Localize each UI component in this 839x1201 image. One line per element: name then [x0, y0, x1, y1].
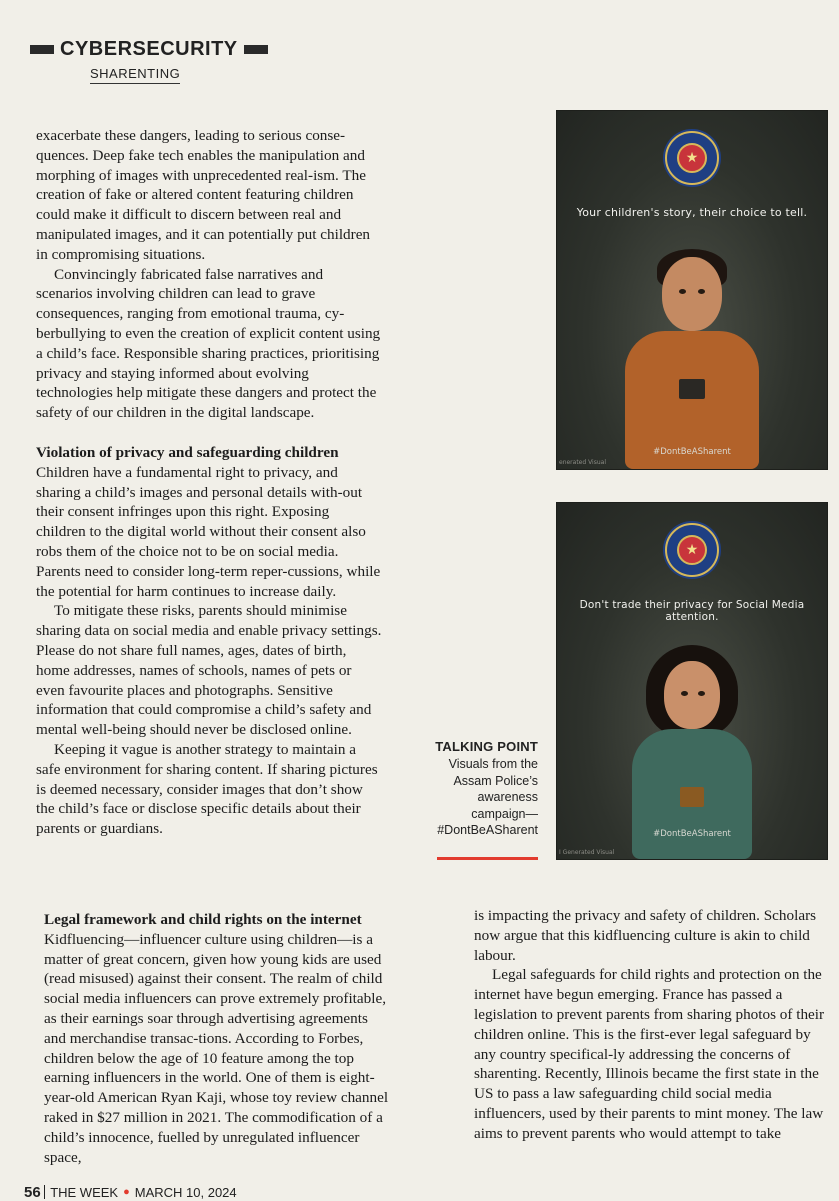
ai-generated-note: I Generated Visual: [559, 849, 615, 856]
paragraph: Children have a fundamental right to privacy, and sharing a child’s images and personal details with-out their consent infringes upon this right. Exposing children to the digital world without their consent also robs them of the choice not to be on social media. Parents need to consider long-term reper-cussions, while the potential for harm continues to increase daily.: [36, 463, 381, 600]
campaign-poster-1: [556, 110, 828, 470]
paragraph: Keeping it vague is another strategy to maintain a safe environment for sharing content. If sharing pictures is deemed necessary, consider images that don’t show the child’s face or disclose specific details about their parents or guardians.: [36, 740, 378, 838]
assam-police-logo: [665, 131, 719, 185]
police-emblem-icon: ★: [677, 535, 707, 565]
publication-name: THE WEEK: [50, 1184, 119, 1200]
article-column-left-bottom: [44, 910, 390, 1167]
caption-rule: [437, 857, 538, 860]
poster-hashtag: #DontBeASharent: [653, 447, 731, 457]
subheading-legal: Legal framework and child rights on the internet: [44, 911, 362, 928]
bullet-icon: ●: [123, 1186, 130, 1198]
subsection-title: SHARENTING: [90, 66, 180, 84]
paragraph: is impacting the privacy and safety of children. Scholars now argue that this kidfluencing culture is akin to child labour.: [474, 907, 817, 964]
phone-icon: [680, 787, 704, 807]
subheading-privacy: Violation of privacy and safeguarding children: [36, 443, 339, 461]
caption-line: campaign—: [471, 806, 538, 821]
header-bar-left: [30, 45, 54, 54]
assam-police-logo: [665, 523, 719, 577]
page-number: 56: [24, 1183, 41, 1201]
police-emblem-icon: ★: [677, 143, 707, 173]
campaign-poster-2: [556, 502, 828, 860]
paragraph: Convincingly fabricated false narratives and scenarios involving children can lead to grave consequences, ranging from emotional trauma, cy-berbullying to even the creation of explicit content using a child’s face. Responsible sharing practices, prioritising privacy and staying informed about evolving technologies help mitigate these dangers and protect the safety of our children in the digital landscape.: [36, 265, 381, 422]
poster-tagline: Your children's story, their choice to tell.: [576, 206, 808, 219]
paragraph: Kidfluencing—influencer culture using children—is a matter of great concern, given how young kids are used (read misused) against their consent. The realm of child social media influencers can prove extremely profitable, as their earnings soar through advertising agreements and merchandise transac-tions. According to Forbes, children below the age of 10 feature among the top earning influencers in the world. One of them is eight-year-old American Ryan Kaji, whose toy review channel raked in $27 million in 2021. The commodification of a child’s innocence, fuelled by unregulated influencer space,: [44, 930, 389, 1166]
footer-divider: [44, 1185, 46, 1199]
girl-illustration: [617, 645, 767, 859]
photo-caption: [420, 739, 538, 839]
ai-generated-note: enerated Visual: [559, 459, 607, 466]
page-footer: [0, 1184, 839, 1200]
article-column-right: [474, 906, 826, 1144]
caption-line: awareness: [477, 790, 538, 804]
caption-heading: TALKING POINT: [435, 739, 538, 754]
paragraph: Legal safeguards for child rights and protection on the internet have begun emerging. France has passed a legislation to prevent parents from sharing photos of their children online. This is the first-ever legal safeguard by any country specifical-ly addressing the concerns of sharenting. Recently, Illinois became the first state in the US to pass a law safeguarding child social media influencers, used by their parents to mint money. The law aims to prevent parents who would attempt to take: [474, 966, 825, 1142]
poster-tagline: Don't trade their privacy for Social Media attention.: [579, 599, 805, 623]
caption-text: [420, 756, 538, 839]
caption-line: Visuals from the: [448, 757, 538, 771]
caption-line: #DontBeASharent: [437, 823, 538, 837]
boy-illustration: [617, 249, 767, 469]
caption-line: Assam Police’s: [453, 773, 538, 788]
paragraph: To mitigate these risks, parents should minimise sharing data on social media and enable privacy settings. Please do not share full names, ages, dates of birth, home addresses, names of schools, names of pets or even favourite places and photographs. Sensitive information that could compromise a child’s safety and mental well-being should never be disclosed online.: [36, 602, 382, 739]
phone-icon: [679, 379, 705, 399]
poster-hashtag: #DontBeASharent: [653, 829, 731, 839]
header-bar-right: [244, 45, 268, 54]
section-title: CYBERSECURITY: [60, 38, 238, 60]
paragraph: exacerbate these dangers, leading to serious conse-quences. Deep fake tech enables the manipulation and morphing of images with unprecedented real-ism. The creation of fake or altered content featuring children could make it difficult to discern between real and manipulated images, and it can potentially put children in compromising situations.: [36, 127, 371, 263]
article-column-left: [36, 126, 382, 839]
issue-date: MARCH 10, 2024: [134, 1184, 237, 1200]
section-header: [30, 38, 268, 61]
